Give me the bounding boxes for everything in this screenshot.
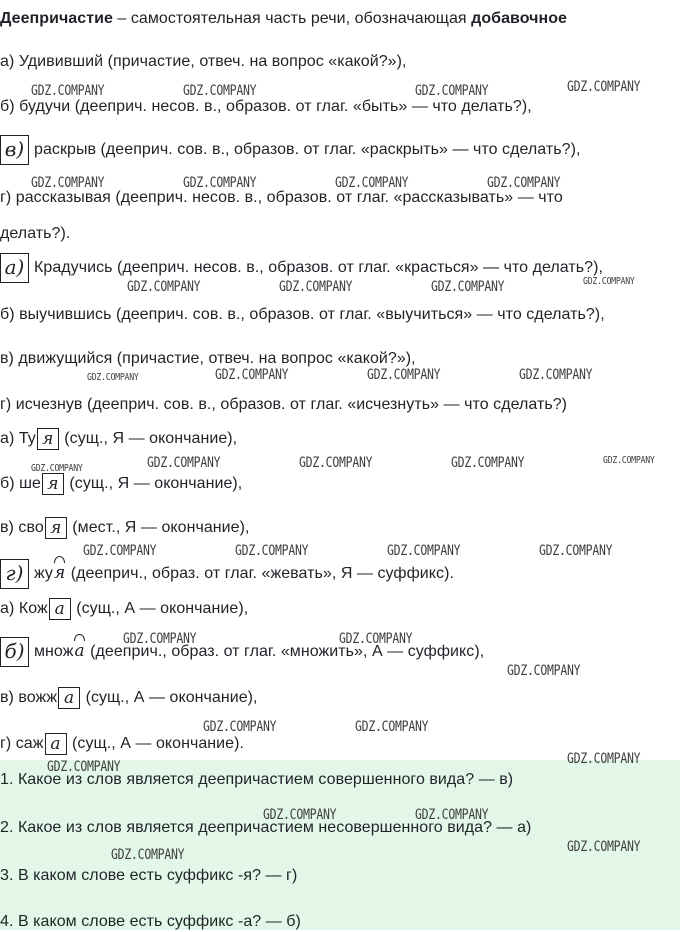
set1-item-c-text: раскрыв (дееприч. сов. в., образов. от глаг. «раскрыть» — что сделать?), xyxy=(34,141,581,159)
set4-item-d xyxy=(0,732,244,756)
word-stem: г) саж xyxy=(0,735,44,752)
suffix-mark: а xyxy=(73,636,85,666)
word-note: (дееприч., образ. от глаг. «множить», А — суффикс), xyxy=(85,643,485,660)
answer-3: 3. В каком слове есть суффикс -я? — г) xyxy=(0,867,298,884)
word-note: (мест., Я — окончание), xyxy=(67,519,250,536)
watermark: GDZ.COMPANY xyxy=(147,455,221,471)
word-stem: в) сво xyxy=(0,519,44,536)
ending-box: я xyxy=(37,428,59,450)
answer-letter-box: а) xyxy=(0,253,29,283)
ending-box: а xyxy=(58,687,80,709)
watermark: GDZ.COMPANY xyxy=(123,631,197,647)
watermark: GDZ.COMPANY xyxy=(415,807,489,823)
watermark: GDZ.COMPANY xyxy=(203,719,277,735)
watermark: GDZ.COMPANY xyxy=(235,543,309,559)
set3-item-b xyxy=(0,472,242,496)
set2-item-c: в) движущийся (причастие, отвеч. на вопрос «какой?»), xyxy=(0,350,416,367)
set2-item-a-text: Крадучись (дееприч. несов. в., образов. от глаг. «красться» — что делать?), xyxy=(34,259,603,277)
answer-4: 4. В каком слове есть суффикс -а? — б) xyxy=(0,913,301,930)
watermark: GDZ.COMPANY xyxy=(451,455,525,471)
watermark: GDZ.COMPANY xyxy=(31,463,83,474)
answer-letter-box: г) xyxy=(0,559,29,589)
answer-2: 2. Какое из слов является деепричастием несовершенного вида? — а) xyxy=(0,819,532,836)
set4-item-c xyxy=(0,686,258,710)
set2-item-d: г) исчезнув (дееприч. сов. в., образов. от глаг. «исчезнуть» — что сделать?) xyxy=(0,396,568,413)
intro-term: Деепричастие xyxy=(0,10,113,27)
watermark: GDZ.COMPANY xyxy=(387,543,461,559)
watermark: GDZ.COMPANY xyxy=(215,367,289,383)
suffix-mark: я xyxy=(53,558,66,588)
watermark: GDZ.COMPANY xyxy=(83,543,157,559)
watermark: GDZ.COMPANY xyxy=(539,543,613,559)
set1-item-d: г) рассказывая (дееприч. несов. в., образов. от глаг. «рассказывать» — что xyxy=(0,189,563,206)
set3-item-c xyxy=(0,516,250,540)
word-stem: а) Кож xyxy=(0,600,48,617)
word-stem: б) ше xyxy=(0,475,41,492)
set1-item-a: а) Удививший (причастие, отвеч. на вопрос «какой?»), xyxy=(0,53,407,70)
watermark: GDZ.COMPANY xyxy=(127,279,201,295)
watermark: GDZ.COMPANY xyxy=(567,79,641,95)
watermark: GDZ.COMPANY xyxy=(567,839,641,855)
intro-text: – самостоятельная часть речи, обозначающая xyxy=(112,10,472,27)
watermark: GDZ.COMPANY xyxy=(567,751,641,767)
watermark: GDZ.COMPANY xyxy=(339,631,413,647)
ending-box: а xyxy=(45,733,67,755)
watermark: GDZ.COMPANY xyxy=(31,83,105,99)
word-stem: множ xyxy=(34,643,74,660)
ending-box: я xyxy=(45,517,67,539)
set3-item-d xyxy=(0,558,454,589)
word-note: (сущ., Я — окончание), xyxy=(64,475,243,492)
set2-item-b: б) выучившись (дееприч. сов. в., образов. от глаг. «выучиться» — что сделать?), xyxy=(0,306,605,323)
word-note: (сущ., А — окончание), xyxy=(71,600,249,617)
answer-1: 1. Какое из слов является деепричастием совершенного вида? — в) xyxy=(0,771,514,788)
answer-letter-box: б) xyxy=(0,637,29,667)
watermark: GDZ.COMPANY xyxy=(111,847,185,863)
set3-item-a xyxy=(0,427,237,451)
set4-item-a xyxy=(0,597,248,621)
word-note: (дееприч., образ. от глаг. «жевать», Я — суффикс). xyxy=(66,565,454,582)
watermark: GDZ.COMPANY xyxy=(183,83,257,99)
watermark: GDZ.COMPANY xyxy=(47,759,121,775)
set1-item-c xyxy=(0,135,580,165)
word-stem: жу xyxy=(34,565,53,582)
watermark: GDZ.COMPANY xyxy=(367,367,441,383)
watermark: GDZ.COMPANY xyxy=(355,719,429,735)
word-note: (сущ., А — окончание), xyxy=(81,689,258,706)
watermark: GDZ.COMPANY xyxy=(507,663,581,679)
watermark: GDZ.COMPANY xyxy=(431,279,505,295)
watermark: GDZ.COMPANY xyxy=(415,83,489,99)
watermark: GDZ.COMPANY xyxy=(279,279,353,295)
watermark: GDZ.COMPANY xyxy=(299,455,373,471)
watermark: GDZ.COMPANY xyxy=(335,175,409,191)
ending-box: а xyxy=(49,598,71,620)
intro-line xyxy=(0,9,567,29)
ending-box: я xyxy=(42,473,64,495)
watermark: GDZ.COMPANY xyxy=(519,367,593,383)
watermark: GDZ.COMPANY xyxy=(31,175,105,191)
intro-bold-end: добавочное xyxy=(471,10,567,27)
watermark: GDZ.COMPANY xyxy=(183,175,257,191)
set1-item-d-cont: делать?). xyxy=(0,225,71,242)
watermark: GDZ.COMPANY xyxy=(263,807,337,823)
set1-item-b: б) будучи (дееприч. несов. в., образов. от глаг. «быть» — что делать?), xyxy=(0,98,532,115)
word-stem: а) Ту xyxy=(0,430,36,447)
word-note: (сущ., Я — окончание), xyxy=(59,430,238,447)
watermark: GDZ.COMPANY xyxy=(487,175,561,191)
word-note: (сущ., А — окончание). xyxy=(67,735,244,752)
watermark: GDZ.COMPANY xyxy=(603,455,655,466)
word-stem: в) вожж xyxy=(0,689,58,706)
answer-letter-box: в) xyxy=(0,135,29,165)
watermark: GDZ.COMPANY xyxy=(87,372,139,383)
watermark: GDZ.COMPANY xyxy=(583,276,635,287)
